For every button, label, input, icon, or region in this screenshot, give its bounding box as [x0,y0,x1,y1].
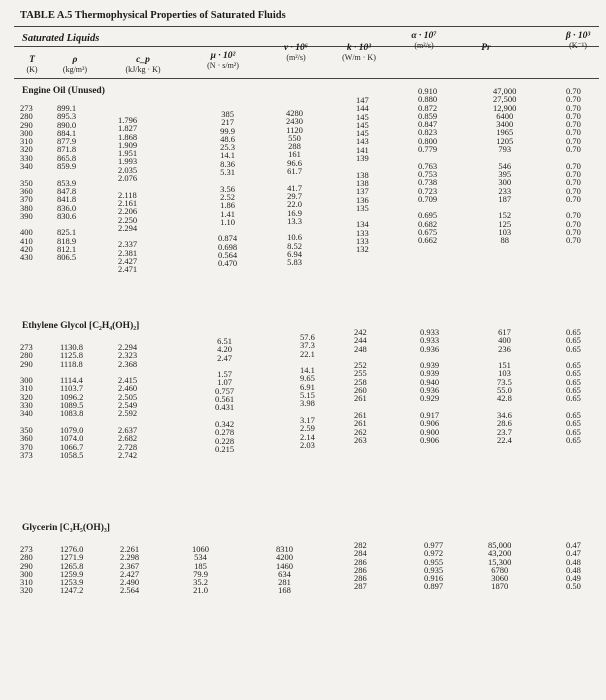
engine-oil-kinematic-viscosity: 4280 2430 1120 550 288 161 96.6 61.7 41.7 29.7 22.0 16.9 13.3 10.6 8.52 6.94 5.83 [286,108,303,268]
ethylene-glycol-thermal-diffusivity: 0.933 0.933 0.936 0.939 0.939 0.940 0.936 0.929 0.917 0.906 0.900 0.906 [420,327,440,445]
column-header-expansion-coefficient: β · 10³ (K⁻¹) [565,31,591,50]
ethylene-glycol-expansion-coefficient: 0.65 0.65 0.65 0.65 0.65 0.65 0.65 0.65 0.65 0.65 0.65 0.65 [566,327,581,445]
glycerin-kinematic-viscosity: 8310 4200 1460 634 281 168 [276,544,293,596]
table-subtitle: Saturated Liquids [22,33,100,44]
section-title-ethylene-glycol: Ethylene Glycol [C₂H₄(OH)₂] [22,321,140,331]
ethylene-glycol-viscosity: 6.51 4.20 2.47 1.57 1.07 0.757 0.561 0.431 0.342 0.278 0.228 0.215 [215,336,235,454]
engine-oil-specific-heat: 1.796 1.827 1.868 1.909 1.951 1.993 2.035 2.076 2.118 2.161 2.206 2.250 2.294 2.337 2.381 2.427 2.471 [118,115,138,275]
column-header-temperature: T (K) [26,55,38,74]
engine-oil-prandtl: 47,000 27,500 12,900 6400 3400 1965 1205 793 546 395 300 233 187 152 125 103 88 [493,86,517,246]
column-header-prandtl: Pr [481,43,491,53]
column-header-density: ρ (kg/m³) [62,55,88,74]
glycerin-expansion-coefficient: 0.47 0.47 0.48 0.48 0.49 0.50 [566,540,581,592]
glycerin-specific-heat: 2.261 2.298 2.367 2.427 2.490 2.564 [120,544,140,596]
engine-oil-expansion-coefficient: 0.70 0.70 0.70 0.70 0.70 0.70 0.70 0.70 0.70 0.70 0.70 0.70 0.70 0.70 0.70 0.70 0.70 [566,86,581,246]
glycerin-thermal-diffusivity: 0.977 0.972 0.955 0.935 0.916 0.897 [424,540,444,592]
engine-oil-thermal-conductivity: 147 144 145 145 145 143 141 139 138 138 137 136 135 134 133 133 132 [356,95,369,255]
section-title-glycerin: Glycerin [C₃H₅(OH)₃] [22,523,110,533]
section-title-engine-oil: Engine Oil (Unused) [22,86,105,96]
header-rule [14,78,599,79]
column-header-specific-heat: c_p (kJ/kg · K) [125,55,161,74]
column-header-thermal-conductivity: k · 10³ (W/m · K) [342,43,376,62]
column-header-kinematic-viscosity: ν · 10⁶ (m²/s) [283,43,309,62]
glycerin-thermal-conductivity: 282 284 286 286 286 287 [354,540,367,592]
engine-oil-viscosity: 385 217 99.9 48.6 25.3 14.1 8.36 5.31 3.56 2.52 1.86 1.41 1.10 0.874 0.698 0.564 0.470 [218,109,238,269]
ethylene-glycol-kinematic-viscosity: 57.6 37.3 22.1 14.1 9.65 6.91 5.15 3.98 3.17 2.59 2.14 2.03 [300,332,315,450]
table-title: TABLE A.5 Thermophysical Properties of Saturated Fluids [20,10,286,21]
engine-oil-thermal-diffusivity: 0.910 0.880 0.872 0.859 0.847 0.823 0.800 0.779 0.763 0.753 0.738 0.723 0.709 0.695 0.682 0.675 0.662 [418,86,438,246]
engine-oil-temperature: 273 280 290 300 310 320 330 340 350 360 370 380 390 400 410 420 430 [20,103,33,263]
column-header-viscosity: μ · 10² (N · s/m²) [207,51,239,70]
title-rule [14,26,599,27]
ethylene-glycol-temperature: 273 280 290 300 310 320 330 340 350 360 370 373 [20,342,33,460]
glycerin-density: 1276.0 1271.9 1265.8 1259.9 1253.9 1247.2 [60,544,84,596]
ethylene-glycol-thermal-conductivity: 242 244 248 252 255 258 260 261 261 261 262 263 [354,327,367,445]
glycerin-prandtl: 85,000 43,200 15,300 6780 3060 1870 [488,540,512,592]
column-header-thermal-diffusivity: α · 10⁷ (m²/s) [411,31,437,50]
ethylene-glycol-density: 1130.8 1125.8 1118.8 1114.4 1103.7 1096.2 1089.5 1083.8 1079.0 1074.0 1066.7 1058.5 [60,342,84,460]
ethylene-glycol-prandtl: 617 400 236 151 103 73.5 55.0 42.8 34.6 28.6 23.7 22.4 [497,327,512,445]
ethylene-glycol-specific-heat: 2.294 2.323 2.368 2.415 2.460 2.505 2.549 2.592 2.637 2.682 2.728 2.742 [118,342,138,460]
engine-oil-density: 899.1 895.3 890.0 884.1 877.9 871.8 865.8 859.9 853.9 847.8 841.8 836.0 830.6 825.1 818.9 812.1 806.5 [57,103,77,263]
glycerin-viscosity: 1060 534 185 79.9 35.2 21.0 [192,544,209,596]
glycerin-temperature: 273 280 290 300 310 320 [20,544,33,596]
